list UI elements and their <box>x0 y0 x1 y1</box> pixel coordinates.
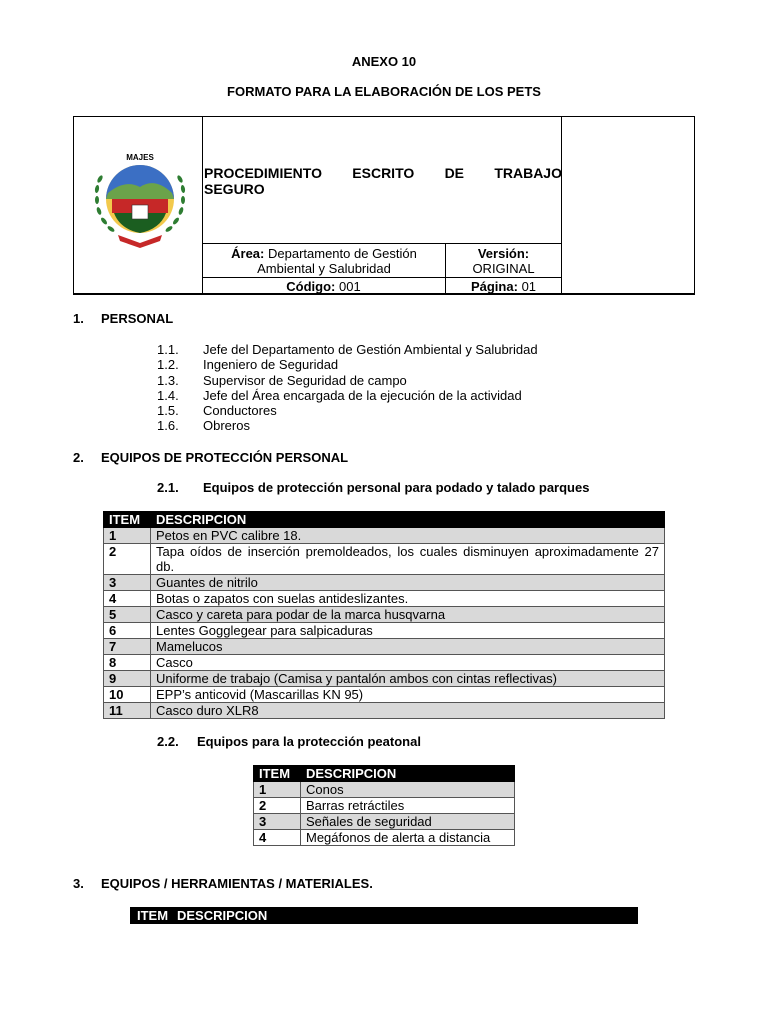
majes-logo <box>90 149 190 249</box>
section-title: EQUIPOS / HERRAMIENTAS / MATERIALES. <box>101 876 373 891</box>
section-title: PERSONAL <box>101 311 174 326</box>
list-item: 1.3. Supervisor de Seguridad de campo <box>157 372 407 388</box>
area-cell <box>214 246 434 276</box>
table-row: 3 Guantes de nitrilo <box>104 575 665 591</box>
version-value: ORIGINAL <box>472 261 535 276</box>
table-header <box>104 512 665 528</box>
table-row: 6 Lentes Gogglegear para salpicaduras <box>104 623 665 639</box>
ppe-table <box>103 511 665 719</box>
personnel-list <box>157 342 538 434</box>
pedestrian-table <box>253 765 515 846</box>
section-heading <box>73 311 173 326</box>
col-desc: DESCRIPCION <box>177 908 268 923</box>
document-header-box <box>73 116 695 295</box>
area-value: Departamento de Gestión Ambiental y Salubridad <box>257 246 417 276</box>
title-word: PROCEDIMIENTO <box>204 165 322 181</box>
title-word: DE <box>444 165 465 181</box>
col-item: ITEM <box>254 766 301 782</box>
subsection-heading: 2.2. Equipos para la protección peatonal <box>157 734 421 749</box>
col-item: ITEM <box>137 908 169 923</box>
table-header <box>254 766 515 782</box>
table-row: 4 Megáfonos de alerta a distancia <box>254 830 515 846</box>
section-number: 2. <box>73 450 84 465</box>
version-cell <box>446 246 561 276</box>
title-word: SEGURO <box>204 181 265 197</box>
codigo-cell <box>202 279 445 294</box>
table-row: 9 Uniforme de trabajo (Camisa y pantalón ambos con cintas reflectivas) <box>104 671 665 687</box>
pagina-value: 01 <box>521 279 537 294</box>
annex-title: ANEXO 10 <box>351 54 417 69</box>
divider <box>202 277 561 278</box>
section-number: 1. <box>73 311 84 326</box>
col-item: ITEM <box>104 512 151 528</box>
list-item: 1.4. Jefe del Área encargada de la ejecución de la actividad <box>157 387 522 403</box>
logo-text: MAJES <box>126 153 154 162</box>
tools-table-header <box>130 907 638 924</box>
list-item: 1.5. Conductores <box>157 403 277 419</box>
table-row: 4 Botas o zapatos con suelas antideslizantes. <box>104 591 665 607</box>
table-row: 8 Casco <box>104 655 665 671</box>
table-row: 2 Tapa oídos de inserción premoldeados, los cuales disminuyen aproximadamente 27 db. <box>104 544 665 575</box>
col-desc: DESCRIPCION <box>301 766 515 782</box>
section-heading <box>73 876 373 891</box>
table-row: 2 Barras retráctiles <box>254 798 515 814</box>
pagina-label: Página: <box>470 279 518 294</box>
area-label: Área: <box>231 246 265 261</box>
divider <box>202 117 203 293</box>
document-heading: FORMATO PARA LA ELABORACIÓN DE LOS PETS <box>227 84 541 99</box>
codigo-value: 001 <box>339 279 361 294</box>
title-word: TRABAJO <box>494 165 562 181</box>
col-desc: DESCRIPCION <box>151 512 665 528</box>
title-word: ESCRITO <box>352 165 415 181</box>
pagina-cell <box>446 279 561 294</box>
list-item: 1.1. Jefe del Departamento de Gestión Ambiental y Salubridad <box>157 342 538 357</box>
divider <box>202 243 561 244</box>
table-row: 10 EPP’s anticovid (Mascarillas KN 95) <box>104 687 665 703</box>
section-heading <box>73 450 348 465</box>
list-item: 1.6. Obreros <box>157 418 250 434</box>
table-row: 1 Petos en PVC calibre 18. <box>104 528 665 544</box>
procedure-title <box>204 165 562 197</box>
version-label: Versión: <box>477 246 530 261</box>
section-number: 3. <box>73 876 84 891</box>
table-row: 1 Conos <box>254 782 515 798</box>
section-title: EQUIPOS DE PROTECCIÓN PERSONAL <box>101 450 349 465</box>
subsection-heading: 2.1. Equipos de protección personal para podado y talado parques <box>157 480 590 495</box>
list-item: 1.2. Ingeniero de Seguridad <box>157 357 339 373</box>
table-row: 3 Señales de seguridad <box>254 814 515 830</box>
table-row: 11 Casco duro XLR8 <box>104 703 665 719</box>
divider <box>561 117 562 293</box>
codigo-label: Código: <box>286 279 336 294</box>
table-row: 5 Casco y careta para podar de la marca husqvarna <box>104 607 665 623</box>
table-row: 7 Mamelucos <box>104 639 665 655</box>
